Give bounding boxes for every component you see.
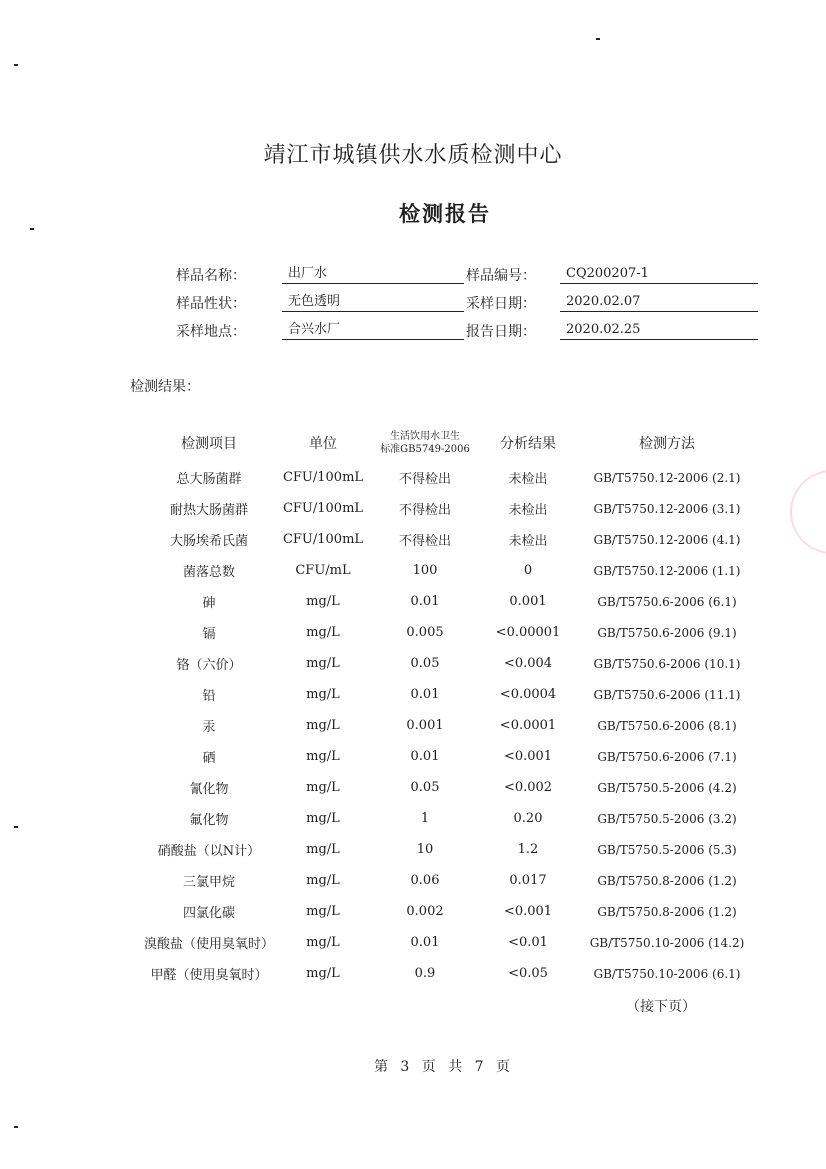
cell-item: 硝酸盐（以N计） xyxy=(157,844,261,859)
table-row xyxy=(140,710,760,741)
cell-std: 0.01 xyxy=(410,594,440,609)
cell-std: 0.01 xyxy=(410,687,440,702)
scan-speck xyxy=(596,38,600,40)
cell-unit: mg/L xyxy=(306,780,340,795)
cell-std: 0.06 xyxy=(410,873,440,888)
cell-item: 溴酸盐（使用臭氧时） xyxy=(143,937,274,952)
table-row xyxy=(140,524,760,555)
sampling-location-label: 采样地点： xyxy=(176,324,246,340)
cell-std: 10 xyxy=(416,842,434,857)
cell-item: 砷 xyxy=(202,596,216,611)
cell-method: GB/T5750.6-2006 (8.1) xyxy=(597,718,737,733)
cell-item: 三氯甲烷 xyxy=(182,875,235,890)
sampling-date-label: 采样日期： xyxy=(466,296,536,312)
cell-result: <0.001 xyxy=(503,904,553,919)
sample-appearance-value: 无色透明 xyxy=(282,293,464,312)
cell-std: 不得检出 xyxy=(398,534,451,549)
sampling-location-value: 合兴水厂 xyxy=(282,321,464,340)
table-row xyxy=(140,772,760,803)
scan-speck xyxy=(14,1126,18,1128)
table-row xyxy=(140,865,760,896)
scan-speck xyxy=(30,228,34,230)
header-unit: 单位 xyxy=(309,436,337,452)
cell-result: 0.001 xyxy=(509,594,547,609)
table-header-row xyxy=(140,424,760,462)
cell-method: GB/T5750.6-2006 (6.1) xyxy=(597,594,737,609)
cell-item: 铅 xyxy=(202,689,216,704)
cell-std: 100 xyxy=(412,563,438,578)
results-table xyxy=(140,424,760,989)
cell-unit: CFU/100mL xyxy=(282,532,364,547)
cell-result: 未检出 xyxy=(508,503,548,518)
cell-method: GB/T5750.12-2006 (3.1) xyxy=(593,501,741,516)
page-number: 第 3 页 共 7 页 xyxy=(373,1059,511,1075)
cell-item: 菌落总数 xyxy=(182,565,235,580)
cell-unit: mg/L xyxy=(306,873,340,888)
cell-unit: CFU/mL xyxy=(295,563,351,578)
cell-unit: mg/L xyxy=(306,811,340,826)
cell-unit: mg/L xyxy=(306,935,340,950)
cell-result: <0.004 xyxy=(503,656,553,671)
cell-item: 总大肠菌群 xyxy=(176,472,242,487)
sample-name-label: 样品名称： xyxy=(176,268,246,284)
cell-result: 未检出 xyxy=(508,472,548,487)
cell-result: 0 xyxy=(523,563,533,578)
scan-speck xyxy=(14,64,18,66)
cell-std: 0.05 xyxy=(410,780,440,795)
cell-std: 不得检出 xyxy=(398,472,451,487)
table-row xyxy=(140,958,760,989)
table-row xyxy=(140,896,760,927)
cell-unit: mg/L xyxy=(306,966,340,981)
stamp-edge xyxy=(790,470,826,554)
cell-std: 1 xyxy=(420,811,430,826)
cell-unit: mg/L xyxy=(306,904,340,919)
sample-id-value: CQ200207-1 xyxy=(560,265,758,284)
cell-item: 硒 xyxy=(202,751,216,766)
cell-result: <0.0004 xyxy=(499,687,557,702)
cell-unit: mg/L xyxy=(306,749,340,764)
results-label: 检测结果： xyxy=(130,379,200,395)
cell-unit: mg/L xyxy=(306,842,340,857)
cell-method: GB/T5750.6-2006 (7.1) xyxy=(597,749,737,764)
cell-result: 未检出 xyxy=(508,534,548,549)
header-standard xyxy=(368,424,482,462)
sample-name-value: 出厂水 xyxy=(282,265,464,284)
cell-unit: mg/L xyxy=(306,718,340,733)
cell-result: 1.2 xyxy=(517,842,539,857)
table-row xyxy=(140,617,760,648)
table-row xyxy=(140,679,760,710)
table-row xyxy=(140,555,760,586)
cell-unit: mg/L xyxy=(306,687,340,702)
cell-method: GB/T5750.6-2006 (10.1) xyxy=(593,656,741,671)
cell-std: 0.05 xyxy=(410,656,440,671)
cell-item: 氰化物 xyxy=(189,782,229,797)
cell-item: 四氯化碳 xyxy=(182,906,235,921)
cell-unit: CFU/100mL xyxy=(282,501,364,516)
cell-item: 铬（六价） xyxy=(176,658,242,673)
header-result: 分析结果 xyxy=(500,436,556,452)
cell-method: GB/T5750.6-2006 (11.1) xyxy=(593,687,741,702)
table-row xyxy=(140,927,760,958)
cell-std: 0.002 xyxy=(406,904,444,919)
table-row xyxy=(140,834,760,865)
report-title: 检测报告 xyxy=(399,202,491,226)
cell-method: GB/T5750.6-2006 (9.1) xyxy=(597,625,737,640)
cell-result: <0.05 xyxy=(508,966,548,981)
table-row xyxy=(140,803,760,834)
cell-result: <0.01 xyxy=(508,935,548,950)
cell-std: 0.9 xyxy=(414,966,436,981)
header-standard-line2: 标准GB5749-2006 xyxy=(380,444,470,455)
cell-item: 汞 xyxy=(202,720,216,735)
cell-item: 氟化物 xyxy=(189,813,229,828)
cell-unit: CFU/100mL xyxy=(282,470,364,485)
cell-std: 0.01 xyxy=(410,749,440,764)
cell-method: GB/T5750.12-2006 (1.1) xyxy=(593,563,741,578)
cell-result: 0.20 xyxy=(513,811,543,826)
continued-note: （接下页） xyxy=(626,999,696,1015)
cell-method: GB/T5750.10-2006 (14.2) xyxy=(589,935,745,950)
report-date-value: 2020.02.25 xyxy=(560,321,758,340)
organization-name: 靖江市城镇供水水质检测中心 xyxy=(263,143,563,168)
cell-unit: mg/L xyxy=(306,625,340,640)
table-row xyxy=(140,648,760,679)
cell-method: GB/T5750.8-2006 (1.2) xyxy=(597,904,737,919)
cell-result: <0.002 xyxy=(503,780,553,795)
sample-id-label: 样品编号： xyxy=(466,268,536,284)
cell-result: <0.0001 xyxy=(499,718,557,733)
cell-item: 甲醛（使用臭氧时） xyxy=(150,968,268,983)
sampling-date-value: 2020.02.07 xyxy=(560,293,758,312)
cell-std: 0.005 xyxy=(406,625,444,640)
table-row xyxy=(140,586,760,617)
table-row xyxy=(140,462,760,493)
cell-method: GB/T5750.5-2006 (4.2) xyxy=(597,780,737,795)
header-standard-line1: 生活饮用水卫生 xyxy=(390,431,460,442)
cell-unit: mg/L xyxy=(306,656,340,671)
cell-std: 不得检出 xyxy=(398,503,451,518)
cell-method: GB/T5750.5-2006 (5.3) xyxy=(597,842,737,857)
cell-method: GB/T5750.8-2006 (1.2) xyxy=(597,873,737,888)
cell-item: 耐热大肠菌群 xyxy=(169,503,248,518)
cell-std: 0.01 xyxy=(410,935,440,950)
table-row xyxy=(140,741,760,772)
cell-unit: mg/L xyxy=(306,594,340,609)
header-method: 检测方法 xyxy=(639,436,695,452)
cell-method: GB/T5750.12-2006 (4.1) xyxy=(593,532,741,547)
cell-method: GB/T5750.5-2006 (3.2) xyxy=(597,811,737,826)
cell-method: GB/T5750.12-2006 (2.1) xyxy=(593,470,741,485)
scan-speck xyxy=(14,826,18,828)
cell-result: 0.017 xyxy=(509,873,547,888)
cell-std: 0.001 xyxy=(406,718,444,733)
cell-method: GB/T5750.10-2006 (6.1) xyxy=(593,966,741,981)
table-row xyxy=(140,493,760,524)
cell-result: <0.001 xyxy=(503,749,553,764)
sample-appearance-label: 样品性状： xyxy=(176,296,246,312)
header-item: 检测项目 xyxy=(181,436,237,452)
report-date-label: 报告日期： xyxy=(466,324,536,340)
cell-item: 镉 xyxy=(202,627,216,642)
cell-result: <0.00001 xyxy=(495,625,561,640)
cell-item: 大肠埃希氏菌 xyxy=(169,534,248,549)
